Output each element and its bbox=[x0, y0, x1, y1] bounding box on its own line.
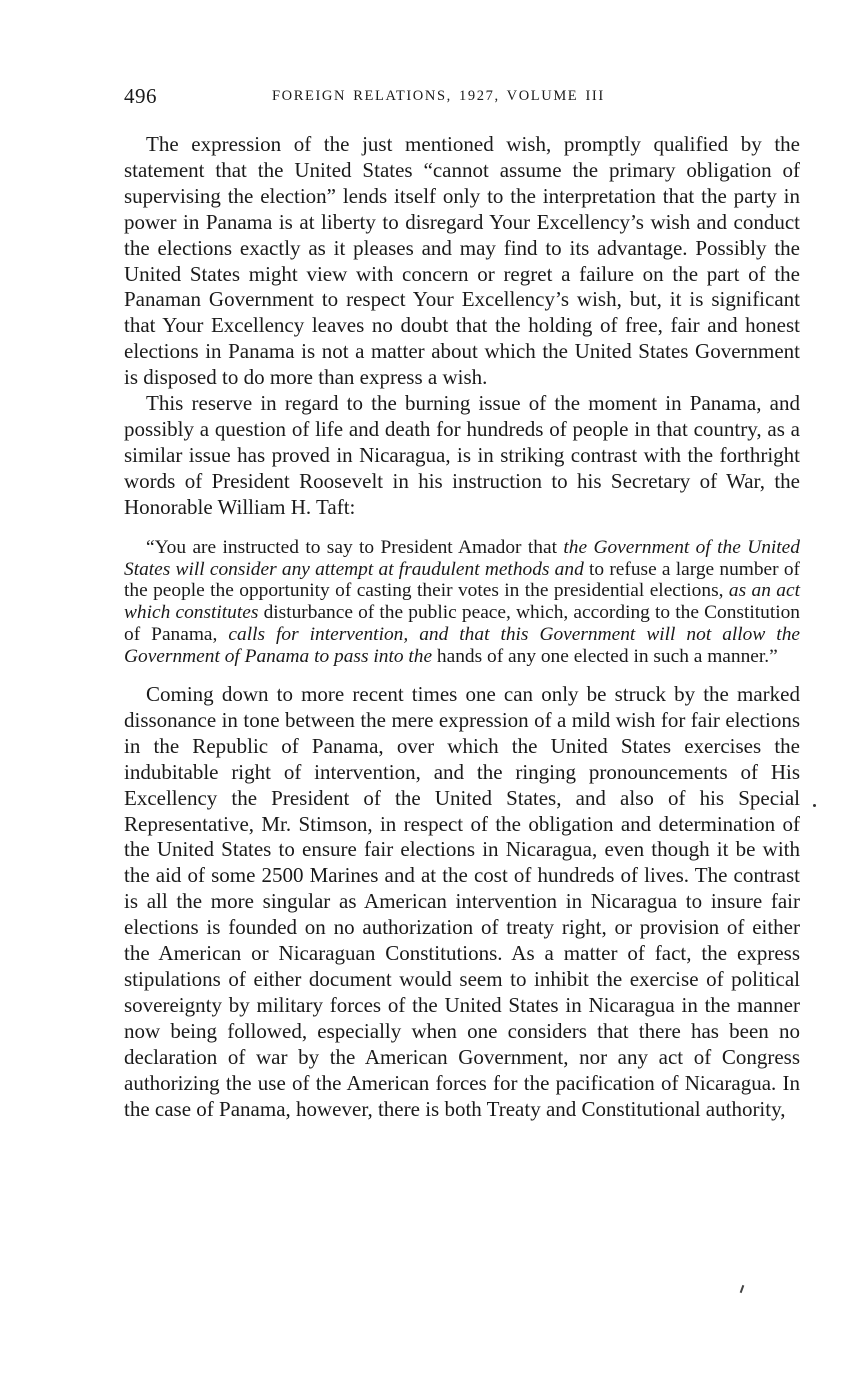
paragraph-2: This reserve in regard to the burning issue of the moment in Panama, and possibly a question of life and death for hundreds of people in that country, as a similar issue has proved in Nicaragua, is in striking contrast with the forthright words of President Roosevelt in his instruction to his Secretary of War, the Honorable William H. Taft: bbox=[124, 391, 800, 519]
quote-text-1: “You are instructed to say to President Amador that bbox=[146, 536, 564, 558]
running-head: FOREIGN RELATIONS, 1927, VOLUME III bbox=[272, 88, 605, 104]
quote-text-2: to refuse a large number of the people the opportunity of casting their votes in the presidential elections, bbox=[124, 558, 800, 602]
document-page bbox=[124, 84, 800, 1122]
quote-italic-3: calls for intervention, and that this Government will not allow the Government of Panama to pass into the bbox=[124, 624, 800, 668]
block-quote bbox=[124, 537, 800, 668]
page-number: 496 bbox=[124, 84, 157, 108]
quote-italic-1: the Government of the United States will consider any attempt at fraudulent methods and bbox=[124, 536, 800, 580]
page-tick-mark bbox=[740, 1285, 745, 1293]
paragraph-3: Coming down to more recent times one can only be struck by the marked dissonance in tone between the mere expression of a mild wish for fair elections in the Republic of Panama, over which the United States exercises the indubitable right of intervention, and the ringing pronouncements of His Excellency the President of the United States, and also of his Special Representative, Mr. Stimson, in respect of the obligation and determination of the United States to ensure fair elections in Nicaragua, even though it be with the aid of some 2500 Marines and at the cost of hundreds of lives. The contrast is all the more singular as American intervention in Nicaragua to insure fair elections is founded on no authorization of treaty right, or provision of either the American or Nicaraguan Constitutions. As a matter of fact, the express stipulations of either document would seem to inhibit the exercise of political sovereignty by military forces of the United States in Nicaragua in the manner now being followed, especially when one considers that there has been no declaration of war by the American Government, nor any act of Congress authorizing the use of the American forces for the pacification of Nicaragua. In the case of Panama, however, there is both Treaty and Constitutional authority, bbox=[124, 682, 800, 1121]
quote-text-4: hands of any one elected in such a manner.” bbox=[432, 646, 778, 668]
quote-italic-2: as an act which constitutes bbox=[124, 580, 800, 624]
page-header bbox=[124, 84, 800, 114]
margin-speck bbox=[813, 804, 816, 807]
paragraph-1: The expression of the just mentioned wish, promptly qualified by the statement that the United States “cannot assume the primary obligation of supervising the election” lends itself only to the interpretation that the party in power in Panama is at liberty to disregard Your Excellency’s wish and conduct the elections exactly as it pleases and may find to its advantage. Possibly the United States might view with concern or regret a failure on the part of the Panaman Government to respect Your Excellency’s wish, but, it is significant that Your Excellency leaves no doubt that the holding of free, fair and honest elections in Panama is not a matter about which the United States Government is disposed to do more than express a wish. bbox=[124, 132, 800, 390]
quote-text-3: disturbance of the public peace, which, according to the Constitution of Panama, bbox=[124, 602, 800, 646]
